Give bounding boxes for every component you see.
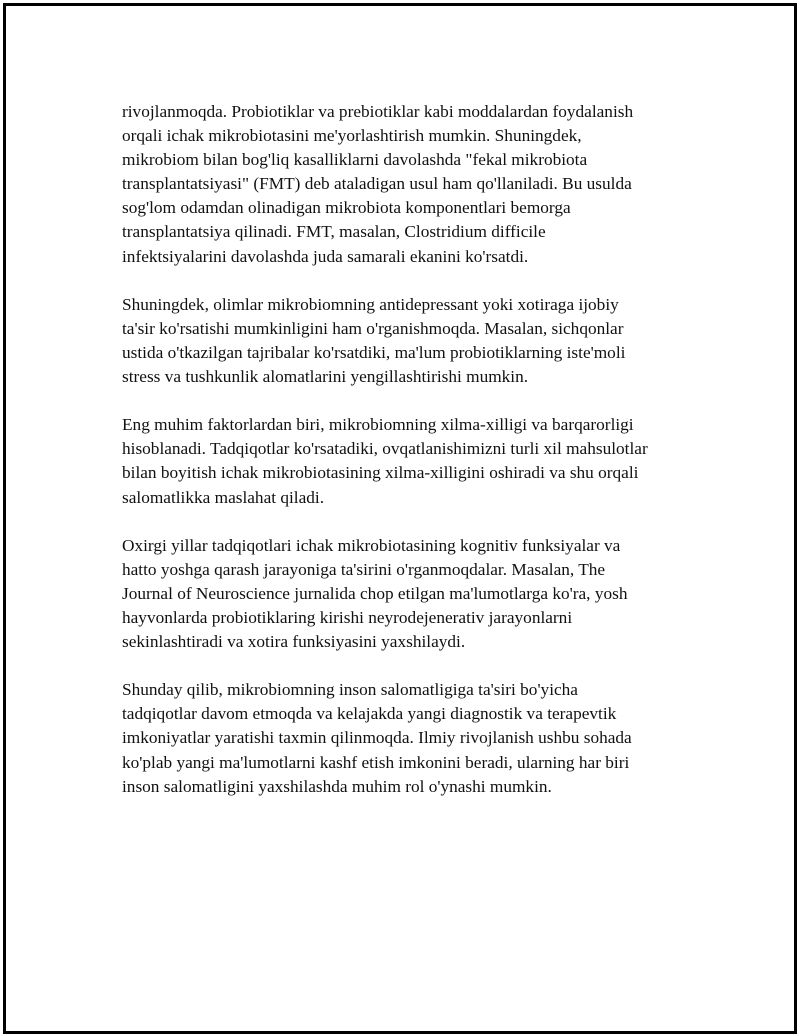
paragraph-line: hisoblanadi. Tadqiqotlar ko'rsatadiki, ovqatlanishimizni turli xil mahsulotlar	[122, 439, 648, 459]
paragraph-line: Eng muhim faktorlardan biri, mikrobiomning xilma-xilligi va barqarorligi	[122, 415, 634, 435]
paragraph-line: sog'lom odamdan olinadigan mikrobiota komponentlari bemorga	[122, 198, 571, 218]
page-frame	[3, 3, 797, 1034]
paragraph-3	[122, 413, 712, 509]
document-body	[122, 100, 712, 823]
paragraph-1	[122, 100, 712, 269]
paragraph-5	[122, 678, 712, 798]
paragraph-line: ta'sir ko'rsatishi mumkinligini ham o'rganishmoqda. Masalan, sichqonlar	[122, 318, 624, 338]
paragraph-line: imkoniyatlar yaratishi taxmin qilinmoqda. Ilmiy rivojlanish ushbu sohada	[122, 728, 632, 748]
paragraph-line: sekinlashtiradi va xotira funksiyasini yaxshilaydi.	[122, 632, 466, 652]
paragraph-line: Oxirgi yillar tadqiqotlari ichak mikrobiotasining kognitiv funksiyalar va	[122, 535, 621, 555]
paragraph-line: salomatlikka maslahat qiladi.	[122, 487, 325, 507]
paragraph-line: hayvonlarda probiotiklaring kirishi neyrodejenerativ jarayonlarni	[122, 607, 573, 627]
paragraph-line: Journal of Neuroscience jurnalida chop etilgan ma'lumotlarga ko'ra, yosh	[122, 583, 628, 603]
paragraph-line: Shuningdek, olimlar mikrobiomning antidepressant yoki xotiraga ijobiy	[122, 294, 619, 314]
paragraph-line: bilan boyitish ichak mikrobiotasining xilma-xilligini oshiradi va shu orqali	[122, 463, 639, 483]
paragraph-line: rivojlanmoqda. Probiotiklar va prebiotiklar kabi moddalardan foydalanish	[122, 102, 634, 121]
paragraph-line: transplantatsiya qilinadi. FMT, masalan, Clostridium difficile	[122, 222, 546, 242]
paragraph-4	[122, 534, 712, 654]
paragraph-line: stress va tushkunlik alomatlarini yengillashtirishi mumkin.	[122, 367, 529, 387]
paragraph-line: transplantatsiyasi" (FMT) deb ataladigan usul ham qo'llaniladi. Bu usulda	[122, 174, 632, 194]
paragraph-line: tadqiqotlar davom etmoqda va kelajakda yangi diagnostik va terapevtik	[122, 704, 617, 724]
paragraph-2	[122, 293, 712, 389]
paragraph-line: ustida o'tkazilgan tajribalar ko'rsatdiki, ma'lum probiotiklarning iste'moli	[122, 342, 626, 362]
paragraph-line: ko'plab yangi ma'lumotlarni kashf etish imkonini beradi, ularning har biri	[122, 752, 630, 772]
paragraph-line: orqali ichak mikrobiotasini me'yorlashtirish mumkin. Shuningdek,	[122, 126, 582, 146]
paragraph-line: mikrobiom bilan bog'liq kasalliklarni davolashda "fekal mikrobiota	[122, 150, 588, 170]
paragraph-line: infektsiyalarini davolashda juda samarali ekanini ko'rsatdi.	[122, 246, 529, 266]
paragraph-line: Shunday qilib, mikrobiomning inson salomatligiga ta'siri bo'yicha	[122, 680, 578, 700]
paragraph-line: inson salomatligini yaxshilashda muhim rol o'ynashi mumkin.	[122, 776, 552, 796]
paragraph-line: hatto yoshga qarash jarayoniga ta'sirini o'rganmoqdalar. Masalan, The	[122, 559, 606, 579]
